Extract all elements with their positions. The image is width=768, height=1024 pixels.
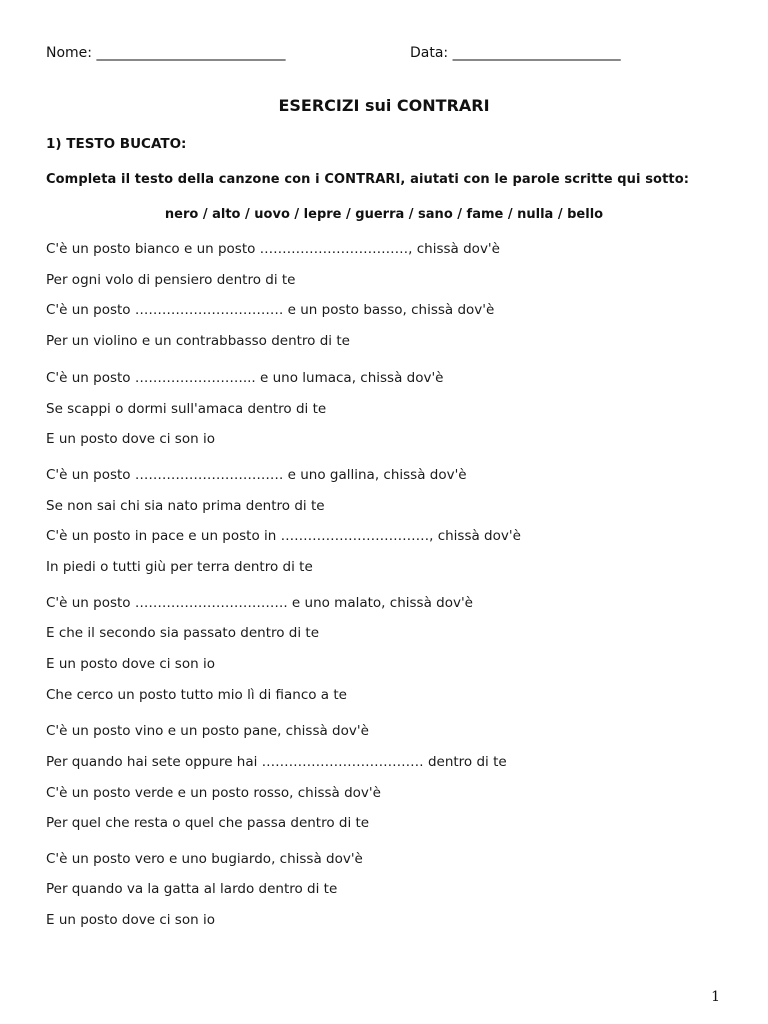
lyric-line: E un posto dove ci son io	[46, 656, 215, 672]
word-bank: nero / alto / uovo / lepre / guerra / sano / fame / nulla / bello	[164, 207, 604, 222]
lyric-line[interactable]: C'è un posto in pace e un posto in ……………………………, chissà dov'è	[46, 528, 521, 544]
lyric-line[interactable]: C'è un posto ……………………... e uno lumaca, chissà dov'è	[46, 370, 444, 386]
lyric-line: Se scappi o dormi sull'amaca dentro di te	[46, 401, 327, 417]
lyric-line: Per un violino e un contrabbasso dentro di te	[46, 333, 350, 349]
lyric-line: Per ogni volo di pensiero dentro di te	[46, 272, 296, 288]
lyric-line[interactable]: C'è un posto bianco e un posto ……………………………, chissà dov'è	[46, 241, 500, 257]
lyric-line[interactable]: C'è un posto …………………………… e uno gallina, chissà dov'è	[46, 467, 467, 483]
lyric-line: C'è un posto verde e un posto rosso, chissà dov'è	[46, 785, 381, 801]
lyric-line: C'è un posto vino e un posto pane, chissà dov'è	[46, 723, 369, 739]
name-field[interactable]: Nome: ___________________________	[46, 45, 286, 61]
lyric-line: Per quel che resta o quel che passa dentro di te	[46, 815, 370, 831]
instruction-text: Completa il testo della canzone con i CONTRARI, aiutati con le parole scritte qui sotto:	[46, 172, 690, 187]
page-number: 1	[711, 989, 720, 1005]
date-field[interactable]: Data: ________________________	[410, 45, 621, 61]
page-title: ESERCIZI sui CONTRARI	[278, 96, 490, 115]
lyric-line: C'è un posto vero e uno bugiardo, chissà dov'è	[46, 851, 363, 867]
lyric-line: Se non sai chi sia nato prima dentro di te	[46, 498, 325, 514]
lyric-line[interactable]: Per quando hai sete oppure hai ……………………………… dentro di te	[46, 754, 507, 770]
lyric-line: E un posto dove ci son io	[46, 912, 215, 928]
lyric-line: E un posto dove ci son io	[46, 431, 215, 447]
lyric-line: E che il secondo sia passato dentro di te	[46, 625, 319, 641]
section-title: 1) TESTO BUCATO:	[46, 136, 187, 152]
lyric-line: In piedi o tutti giù per terra dentro di te	[46, 559, 313, 575]
lyric-line[interactable]: C'è un posto ……………………………. e uno malato, chissà dov'è	[46, 595, 473, 611]
header-row	[46, 45, 726, 65]
lyric-line: Che cerco un posto tutto mio lì di fianco a te	[46, 687, 347, 703]
lyric-line: Per quando va la gatta al lardo dentro di te	[46, 881, 338, 897]
lyric-line[interactable]: C'è un posto …………………………… e un posto basso, chissà dov'è	[46, 302, 495, 318]
